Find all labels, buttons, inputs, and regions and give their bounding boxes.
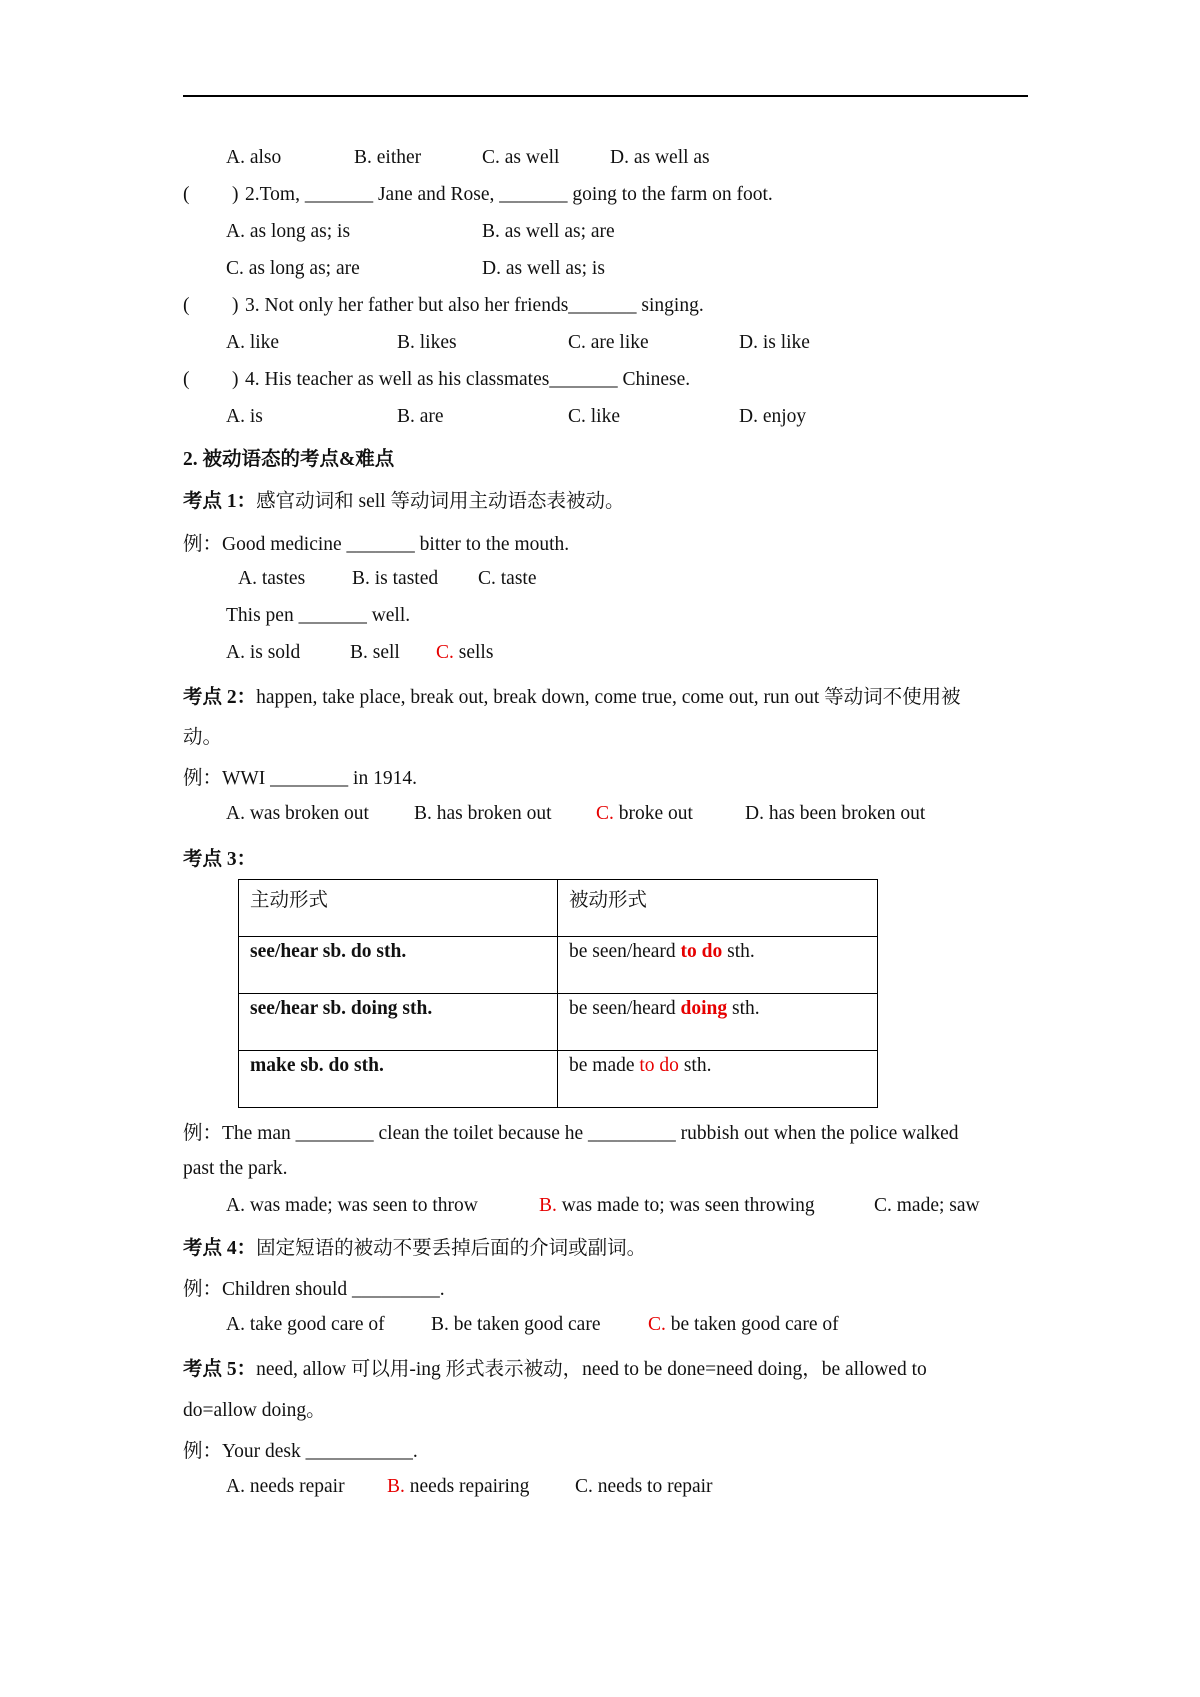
table-header-active: 主动形式	[239, 880, 558, 937]
point-4-label: 考点 4：	[183, 1238, 257, 1259]
point-5-option-a: A. needs repair	[226, 1476, 345, 1497]
q1-option-b: B. either	[354, 147, 422, 168]
q4-option-d: D. enjoy	[739, 406, 807, 427]
point-2-label: 考点 2：	[183, 687, 257, 708]
q3-option-b: B. likes	[397, 332, 457, 353]
point-4-answer	[648, 1314, 839, 1336]
q3-option-d: D. is like	[739, 332, 810, 353]
point-1-example-1-option-c: C. taste	[478, 568, 537, 589]
table-row	[239, 937, 878, 994]
point-2-option-b: B. has broken out	[414, 803, 552, 824]
q2-option-b: B. as well as; are	[482, 221, 615, 242]
answer-text: be taken good care of	[665, 1314, 839, 1335]
point-2	[183, 681, 961, 709]
q3-option-c: C. are like	[568, 332, 649, 353]
table-row	[239, 994, 878, 1051]
point-1-example-1-option-a: A. tastes	[238, 568, 306, 589]
q3-question: 3. Not only her father but also her friends_______ singing.	[245, 295, 704, 316]
point-5	[183, 1353, 927, 1381]
table-header-passive: 被动形式	[558, 880, 878, 937]
point-4-option-b: B. be taken good care	[431, 1314, 601, 1335]
passive-pre: be seen/heard	[569, 998, 681, 1019]
passive-mark: doing	[680, 998, 728, 1019]
answer-text: needs repairing	[404, 1476, 530, 1497]
answer-text: sells	[453, 642, 494, 663]
point-2-text-cont: 动。	[183, 727, 223, 748]
q4-paren-close: )	[232, 369, 239, 390]
point-3-label: 考点 3：	[183, 849, 257, 870]
point-2-text: happen, take place, break out, break down, come true, come out, run out 等动词不使用被	[256, 687, 961, 708]
point-1-example-2-option-b: B. sell	[350, 642, 400, 663]
table-row	[239, 1051, 878, 1108]
point-5-example: 例：Your desk ___________.	[183, 1441, 418, 1462]
passive-post: sth.	[678, 1055, 712, 1076]
table-header-row	[239, 880, 878, 937]
q2-paren-close: )	[232, 184, 239, 205]
q1-option-d: D. as well as	[610, 147, 710, 168]
q4-question: 4. His teacher as well as his classmates_______ Chinese.	[245, 369, 691, 390]
answer-text: was made to; was seen throwing	[556, 1195, 815, 1216]
point-3-option-a: A. was made; was seen to throw	[226, 1195, 478, 1216]
q2-paren-open: (	[183, 184, 190, 205]
point-2-example: 例：WWI ________ in 1914.	[183, 768, 417, 789]
point-5-text-cont: do=allow doing。	[183, 1400, 326, 1421]
point-3-answer	[539, 1195, 815, 1217]
answer-letter: C.	[648, 1314, 666, 1335]
q1-option-a: A. also	[226, 147, 282, 168]
q3-paren-close: )	[232, 295, 239, 316]
point-2-option-d: D. has been broken out	[745, 803, 926, 824]
point-3-example-cont: past the park.	[183, 1158, 288, 1179]
answer-letter: B.	[387, 1476, 405, 1497]
point-5-answer	[387, 1476, 529, 1498]
q1-option-c: C. as well	[482, 147, 560, 168]
q4-option-c: C. like	[568, 406, 620, 427]
point-4-text: 固定短语的被动不要丢掉后面的介词或副词。	[256, 1238, 647, 1259]
q2-option-d: D. as well as; is	[482, 258, 605, 279]
table-cell-passive	[558, 1051, 878, 1108]
point-1-example-2: This pen _______ well.	[226, 605, 411, 626]
top-rule	[183, 95, 1028, 97]
q3-option-a: A. like	[226, 332, 280, 353]
point-5-text: need, allow 可以用-ing 形式表示被动，need to be done=need doing，be allowed to	[256, 1359, 927, 1380]
point-1-example-2-option-a: A. is sold	[226, 642, 301, 663]
section-2-title: 2. 被动语态的考点&难点	[183, 449, 395, 470]
table-cell-active: make sb. do sth.	[239, 1051, 558, 1108]
point-1-label: 考点 1：	[183, 491, 257, 512]
table-cell-passive	[558, 937, 878, 994]
point-5-label: 考点 5：	[183, 1359, 257, 1380]
q3-paren-open: (	[183, 295, 190, 316]
table-cell-active: see/hear sb. do sth.	[239, 937, 558, 994]
point-3-option-c: C. made; saw	[874, 1195, 980, 1216]
point-2-option-a: A. was broken out	[226, 803, 369, 824]
point-2-answer	[596, 803, 693, 825]
passive-mark: to do	[639, 1055, 679, 1076]
table-cell-active: see/hear sb. doing sth.	[239, 994, 558, 1051]
voice-table	[238, 879, 878, 1108]
point-1-text: 感官动词和 sell 等动词用主动语态表被动。	[256, 491, 625, 512]
answer-letter: C.	[436, 642, 454, 663]
point-1-example-1: 例：Good medicine _______ bitter to the mouth.	[183, 534, 570, 555]
passive-pre: be made	[569, 1055, 640, 1076]
point-4-option-a: A. take good care of	[226, 1314, 385, 1335]
q4-paren-open: (	[183, 369, 190, 390]
passive-post: sth.	[722, 941, 755, 962]
passive-post: sth.	[727, 998, 760, 1019]
point-3-example: 例：The man ________ clean the toilet because he _________ rubbish out when the police walked	[183, 1123, 959, 1144]
point-1	[183, 485, 624, 513]
answer-text: broke out	[613, 803, 693, 824]
q4-option-b: B. are	[397, 406, 444, 427]
passive-mark: to do	[680, 941, 723, 962]
point-4-example: 例：Children should _________.	[183, 1279, 445, 1300]
q2-question: 2.Tom, _______ Jane and Rose, _______ going to the farm on foot.	[245, 184, 773, 205]
q2-option-a: A. as long as; is	[226, 221, 351, 242]
table-cell-passive	[558, 994, 878, 1051]
passive-pre: be seen/heard	[569, 941, 681, 962]
point-1-example-2-answer	[436, 642, 493, 664]
point-1-example-1-option-b: B. is tasted	[352, 568, 439, 589]
answer-letter: C.	[596, 803, 614, 824]
point-5-option-c: C. needs to repair	[575, 1476, 713, 1497]
point-4	[183, 1232, 646, 1260]
q4-option-a: A. is	[226, 406, 263, 427]
answer-letter: B.	[539, 1195, 557, 1216]
q2-option-c: C. as long as; are	[226, 258, 360, 279]
